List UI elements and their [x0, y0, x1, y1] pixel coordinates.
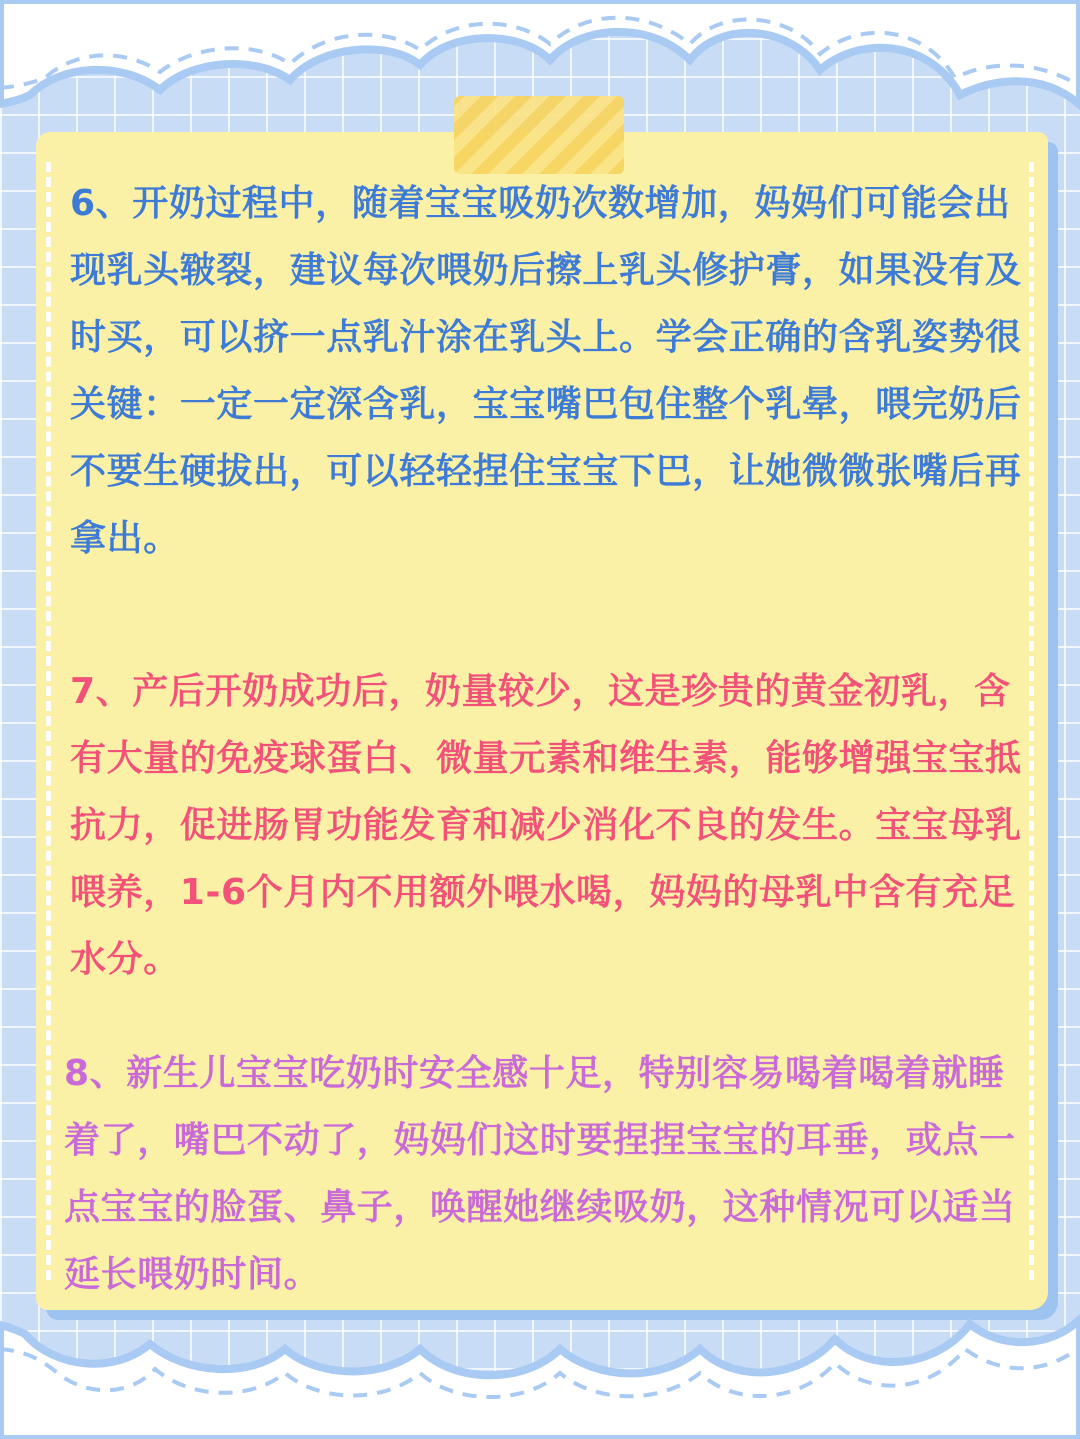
washi-tape [454, 96, 624, 174]
paragraph-tip-8: 8、新生儿宝宝吃奶时安全感十足，特别容易喝着喝着就睡着了，嘴巴不动了，妈妈们这时要捏捏宝宝的耳垂，或点一点宝宝的脸蛋、鼻子，唤醒她继续吸奶，这种情况可以适当延长喂奶时间。 [64, 1053, 1016, 1295]
paragraph-tip-6: 6、开奶过程中，随着宝宝吸奶次数增加，妈妈们可能会出现乳头皲裂，建议每次喂奶后擦上乳头修护膏，如果没有及时买，可以挤一点乳汁涂在乳头上。学会正确的含乳姿势很关键：一定一定深含乳，宝宝嘴巴包住整个乳晕，喂完奶后不要生硬拔出，可以轻轻捏住宝宝下巴，让她微微张嘴后再拿出。 [70, 183, 1022, 559]
bottom-cloud-border [0, 1279, 1080, 1439]
paragraph-tip-7: 7、产后开奶成功后，奶量较少，这是珍贵的黄金初乳，含有大量的免疫球蛋白、微量元素和维生素，能够增强宝宝抵抗力，促进肠胃功能发育和减少消化不良的发生。宝宝母乳喂养，1-6个月内不用额外喂水喝，妈妈的母乳中含有充足水分。 [70, 671, 1022, 980]
bottom-cloud-shape [0, 1319, 1080, 1439]
note-left-stitch [46, 162, 51, 1280]
top-cloud-shape [0, 0, 1080, 105]
